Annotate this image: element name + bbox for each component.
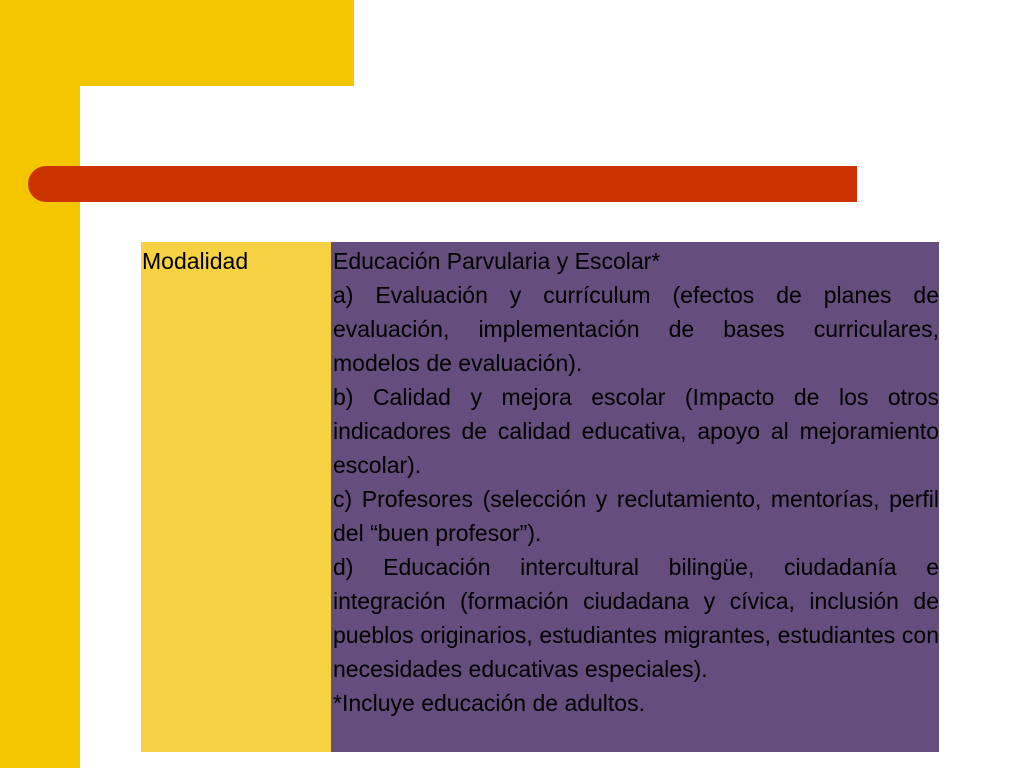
yellow-top-block <box>0 0 354 86</box>
table-content-cell <box>331 242 939 752</box>
content-heading: Educación Parvularia y Escolar* <box>333 248 661 274</box>
red-title-bar <box>28 166 857 202</box>
yellow-side-band <box>0 0 80 768</box>
table-label-cell <box>141 242 331 752</box>
content-item-d: d) Educación intercultural bilingüe, ciudadanía e integración (formación ciudadana y cívica, inclusión de pueblos originarios, estudiantes migrantes, estudiantes con necesidades educativas especiales). <box>333 554 939 682</box>
modalidad-label: Modalidad <box>142 248 249 274</box>
content-item-a: a) Evaluación y currículum (efectos de planes de evaluación, implementación de bases curriculares, modelos de evaluación). <box>333 282 939 376</box>
content-footnote: *Incluye educación de adultos. <box>333 690 645 716</box>
content-item-b: b) Calidad y mejora escolar (Impacto de los otros indicadores de calidad educativa, apoyo al mejoramiento escolar). <box>333 384 939 478</box>
modalidad-table <box>141 242 939 752</box>
content-item-c: c) Profesores (selección y reclutamiento, mentorías, perfil del “buen profesor”). <box>333 486 939 546</box>
